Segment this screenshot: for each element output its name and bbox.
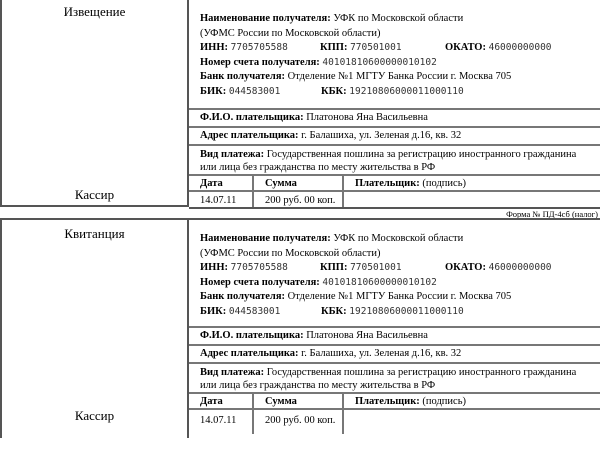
- payer-fio-row: [189, 110, 600, 128]
- payer-fio-value: Платонова Яна Васильевна: [306, 112, 428, 123]
- sum-value: 200 руб. 00 коп.: [265, 195, 336, 206]
- kpp-label: КПП:: [320, 42, 348, 54]
- receipt-cashier-label: Кассир: [74, 408, 115, 423]
- table-divider: [342, 394, 344, 434]
- inn-value: 7705705588: [230, 262, 288, 274]
- notice-title: Извещение: [63, 4, 126, 19]
- notice-cashier-label: Кассир: [74, 187, 115, 202]
- payment-table: [189, 394, 600, 434]
- okato-value: 46000000000: [488, 262, 552, 274]
- bank-value: Отделение №1 МГТУ Банка России г. Москва 705: [287, 71, 512, 83]
- payer-signature-header: [344, 176, 466, 192]
- form-number-label: Форма № ПД-4сб (налог): [506, 209, 598, 219]
- notice-left-column: [0, 0, 189, 207]
- kpp-value: 770501001: [350, 42, 402, 54]
- payer-address-value: г. Балашиха, ул. Зеленая д.16, кв. 32: [301, 348, 462, 359]
- receipt-recipient-block: [189, 220, 600, 328]
- table-divider: [342, 176, 344, 207]
- payer-address-value: г. Балашиха, ул. Зеленая д.16, кв. 32: [301, 130, 462, 141]
- date-value: 14.07.11: [200, 195, 237, 206]
- payment-type-label: Вид платежа:: [200, 367, 265, 378]
- payer-fio-row: [189, 328, 600, 346]
- account-value: 40101810600000010102: [322, 276, 437, 288]
- kpp-value: 770501001: [350, 262, 402, 274]
- recipient-name-value2: (УФМС России по Московской области): [200, 247, 381, 259]
- payer-address-row: [189, 346, 600, 364]
- bik-value: 044583001: [228, 85, 281, 97]
- payment-type-label: Вид платежа:: [200, 149, 265, 160]
- receipt-left-column: [0, 218, 189, 438]
- payment-type-row: [189, 364, 600, 394]
- payer-signature-header: [344, 394, 466, 410]
- receipt-right-column: [189, 218, 600, 440]
- table-divider: [252, 394, 254, 434]
- kpp-label: КПП:: [320, 262, 348, 274]
- payer-address-label: Адрес плательщика:: [200, 348, 299, 359]
- signature-note: (подпись): [422, 396, 466, 407]
- payer-fio-value: Платонова Яна Васильевна: [306, 330, 428, 341]
- inn-label: ИНН:: [200, 262, 228, 274]
- okato-label: ОКАТО:: [445, 42, 486, 54]
- kbk-value: 19210806000011000110: [349, 305, 464, 317]
- kbk-label: КБК:: [321, 85, 347, 97]
- payer-address-label: Адрес плательщика:: [200, 130, 299, 141]
- okato-label: ОКАТО:: [445, 262, 486, 274]
- table-divider: [252, 176, 254, 207]
- payment-type-value: Государственная пошлина за регистрацию иностранного гражданина или лица без гражданства по месту жительства в РФ: [200, 149, 577, 173]
- inn-label: ИНН:: [200, 42, 228, 54]
- bank-label: Банк получателя:: [200, 291, 286, 303]
- date-header: Дата: [200, 178, 223, 189]
- sum-header: Сумма: [265, 396, 297, 407]
- notice-section: [0, 0, 600, 207]
- recipient-name-value2: (УФМС России по Московской области): [200, 27, 381, 39]
- notice-recipient-block: [189, 0, 600, 110]
- account-label: Номер счета получателя:: [200, 56, 320, 68]
- recipient-name-value: УФК по Московской области: [333, 13, 464, 24]
- signature-note: (подпись): [422, 178, 466, 189]
- payment-type-value: Государственная пошлина за регистрацию иностранного гражданина или лица без гражданства по месту жительства в РФ: [200, 367, 577, 391]
- inn-value: 7705705588: [230, 42, 288, 54]
- payer-fio-label: Ф.И.О. плательщика:: [200, 112, 304, 123]
- payment-type-row: [189, 146, 600, 176]
- bik-value: 044583001: [228, 305, 281, 317]
- payer-signature-label: Плательщик:: [355, 178, 420, 189]
- payer-signature-label: Плательщик:: [355, 396, 420, 407]
- receipt-title: Квитанция: [64, 226, 125, 241]
- kbk-label: КБК:: [321, 305, 347, 317]
- sum-value: 200 руб. 00 коп.: [265, 415, 336, 426]
- kbk-value: 19210806000011000110: [349, 85, 464, 97]
- sum-header: Сумма: [265, 178, 297, 189]
- payer-fio-label: Ф.И.О. плательщика:: [200, 330, 304, 341]
- notice-right-column: [189, 0, 600, 209]
- account-label: Номер счета получателя:: [200, 276, 320, 288]
- bank-value: Отделение №1 МГТУ Банка России г. Москва 705: [287, 291, 512, 303]
- recipient-name-value: УФК по Московской области: [333, 233, 464, 244]
- bank-label: Банк получателя:: [200, 71, 286, 83]
- bik-label: БИК:: [200, 85, 227, 97]
- recipient-name-label: Наименование получателя:: [200, 13, 331, 24]
- recipient-name-label: Наименование получателя:: [200, 233, 331, 244]
- receipt-section: [0, 218, 600, 438]
- payment-table: [189, 176, 600, 207]
- payer-address-row: [189, 128, 600, 146]
- bik-label: БИК:: [200, 305, 227, 317]
- account-value: 40101810600000010102: [322, 56, 437, 68]
- okato-value: 46000000000: [488, 42, 552, 54]
- date-header: Дата: [200, 396, 223, 407]
- date-value: 14.07.11: [200, 415, 237, 426]
